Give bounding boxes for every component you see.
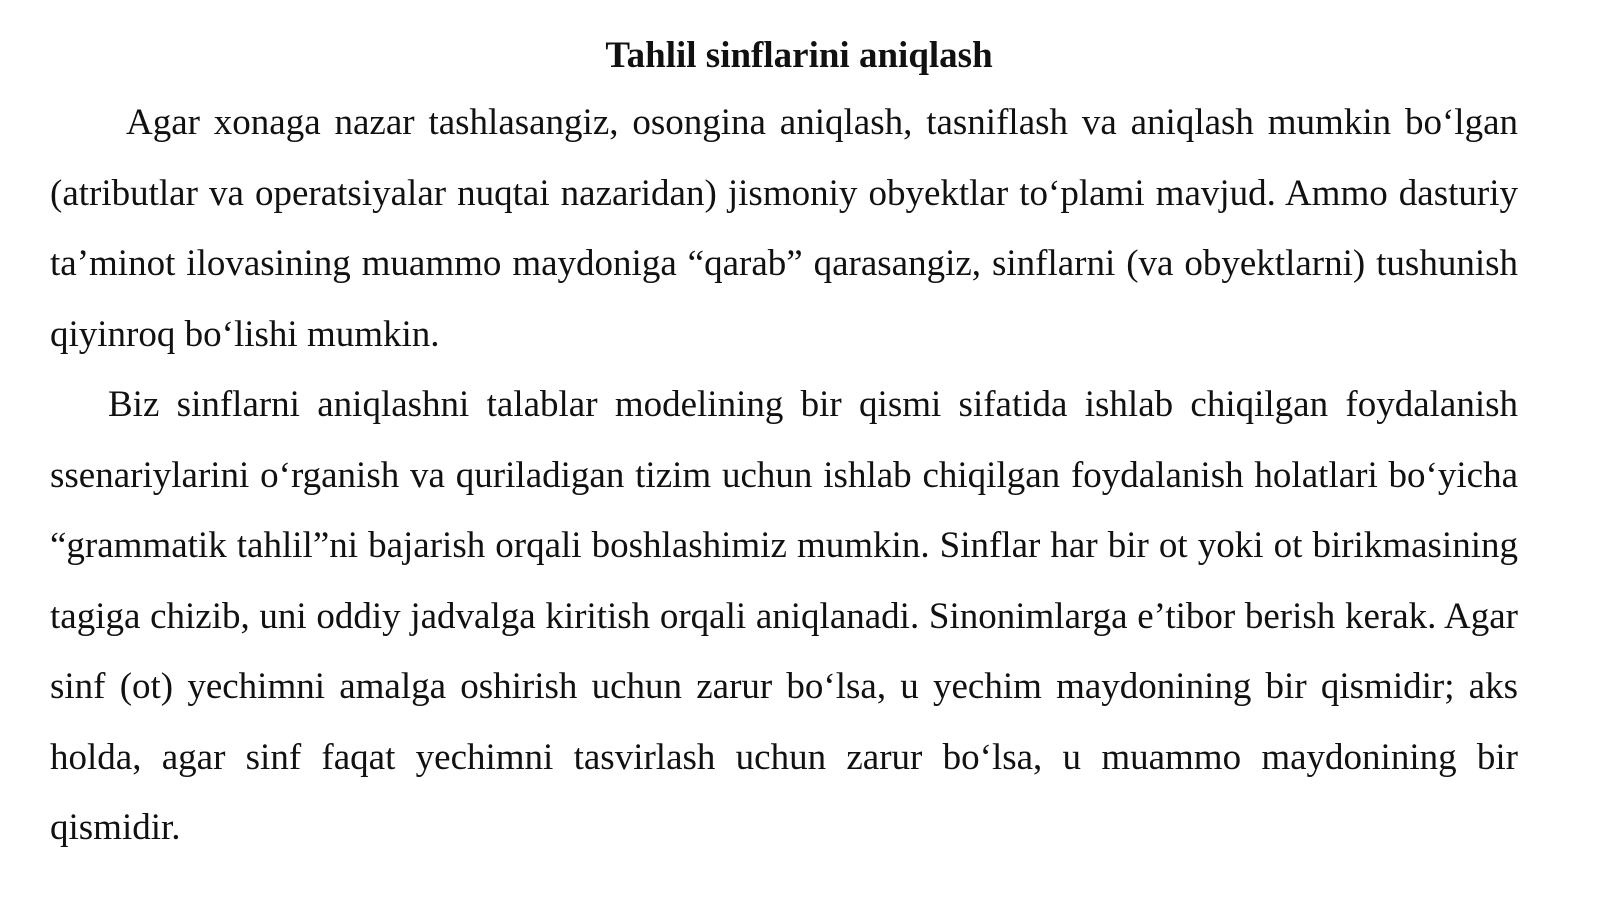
document-title: Tahlil sinflarini aniqlash bbox=[605, 35, 993, 76]
paragraph-2: Biz sinflarni aniqlashni talablar modelining bir qismi sifatida ishlab chiqilgan foydalanish ssenariylarini o‘rganish va quriladigan tizim uchun ishlab chiqilgan foydalanish holatlari bo‘yicha “grammatik tahlil”ni bajarish orqali boshlashimiz mumkin. Sinflar har bir ot yoki ot birikmasining tagiga chizib, uni oddiy jadvalga kiritish orqali aniqlanadi. Sinonimlarga e’tibor berish kerak. Agar sinf (ot) yechimni amalga oshirish uchun zarur bo‘lsa, u yechim maydonining bir qismidir; aks holda, agar sinf faqat yechimni tasvirlash uchun zarur bo‘lsa, u muammo maydonining bir qismidir. bbox=[50, 384, 1518, 848]
document-page bbox=[50, 30, 1518, 864]
paragraph-1: Agar xonaga nazar tashlasangiz, osongina aniqlash, tasniflash va aniqlash mumkin bo‘lgan (atributlar va operatsiyalar nuqtai nazaridan) jismoniy obyektlar to‘plami mavjud. Ammo dasturiy ta’minot ilovasining muammo maydoniga “qarab” qarasangiz, sinflarni (va obyektlarni) tushunish qiyinroq bo‘lishi mumkin. bbox=[50, 102, 1518, 355]
